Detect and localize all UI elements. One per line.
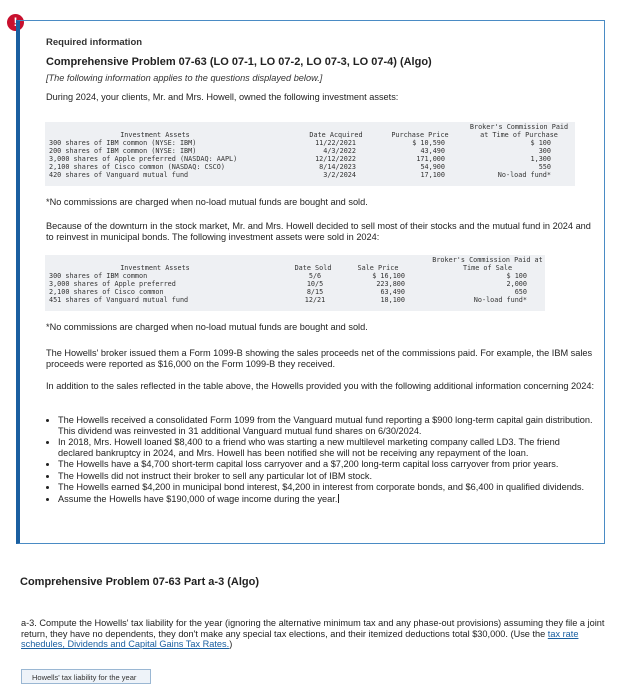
list-item: • The Howells earned $4,200 in municipal bond interest, $4,200 in interest from corporate bonds, and $6,400 in qualified dividends. xyxy=(58,482,594,493)
table-cell: 18,100 xyxy=(380,296,405,304)
t1-header-price: Purchase Price xyxy=(391,131,449,139)
table-cell: $ 10,590 xyxy=(412,139,445,147)
t2-header-asset: Investment Assets xyxy=(120,264,190,272)
table-cell: 451 shares of Vanguard mutual fund xyxy=(49,296,189,304)
form-1099-text: The Howells' broker issued them a Form 1099-B showing the sales proceeds net of the commissions paid. For example, the IBM sales proceeds were reported as $16,000 on the Form 1099-B they received. xyxy=(46,348,593,369)
table-cell: 17,100 xyxy=(420,171,445,179)
question-text xyxy=(21,618,606,650)
table-cell: 2,100 shares of Cisco common (NASDAQ: CSCO) xyxy=(49,163,225,171)
table-cell: 8/15 xyxy=(306,288,324,296)
table-cell: $ 100 xyxy=(506,272,527,280)
footnote-2: *No commissions are charged when no-load mutual funds are bought and sold. xyxy=(46,322,368,332)
table-cell: 3,000 shares of Apple preferred xyxy=(49,280,176,288)
footnote-1: *No commissions are charged when no-load mutual funds are bought and sold. xyxy=(46,197,368,207)
tax-rate-schedules-link[interactable]: tax rate schedules, Dividends and Capital Gains Tax Rates. xyxy=(21,628,579,649)
t2-header-price: Sale Price xyxy=(357,264,399,272)
table-cell: 12/21 xyxy=(304,296,326,304)
table-cell: 300 xyxy=(538,147,551,155)
additional-info-list xyxy=(46,415,594,505)
table-cell: 2,100 shares of Cisco common xyxy=(49,288,164,296)
information-card xyxy=(16,20,605,544)
table-cell: 650 xyxy=(514,288,527,296)
additional-info-text: In addition to the sales reflected in the table above, the Howells provided you with the following additional information concerning 2024: xyxy=(46,381,595,391)
acquired-assets-table xyxy=(45,122,575,186)
alert-icon: ! xyxy=(7,14,24,31)
table-cell: 200 shares of IBM common (NYSE: IBM) xyxy=(49,147,197,155)
t2-header-commission-2: Time of Sale xyxy=(462,264,513,272)
tax-liability-label: Howells' tax liability for the year xyxy=(21,669,151,684)
list-item-text: Assume the Howells have $190,000 of wage income during the year. xyxy=(58,493,338,504)
table-cell: 420 shares of Vanguard mutual fund xyxy=(49,171,189,179)
table-cell: No-load fund* xyxy=(497,171,551,179)
downturn-text: Because of the downturn in the stock market, Mr. and Mrs. Howell decided to sell most of their stocks and the mutual fund in 2024 and to reinvest in municipal bonds. The following investment assets were sold in 2024: xyxy=(46,221,591,242)
table-cell: 550 xyxy=(538,163,551,171)
required-information-label: Required information xyxy=(46,37,143,48)
t2-header-commission-1: Broker's Commission Paid at xyxy=(432,256,543,264)
applies-note: [The following information applies to the questions displayed below.] xyxy=(46,73,323,83)
t1-header-commission-1: Broker's Commission Paid xyxy=(469,123,569,131)
table-cell: $ 100 xyxy=(530,139,551,147)
list-item: • The Howells received a consolidated Form 1099 from the Vanguard mutual fund reporting a $900 long-term capital gain distribution. This dividend was reinvested in 31 additional Vanguard mutual fund shares on 6/30/2024. xyxy=(58,415,594,436)
t1-header-date: Date Acquired xyxy=(309,131,363,139)
table-cell: No-load fund* xyxy=(473,296,527,304)
table-cell: 8/14/2023 xyxy=(319,163,356,171)
table-cell: 11/22/2021 xyxy=(315,139,356,147)
question-end: ) xyxy=(229,639,233,649)
table-cell: 43,490 xyxy=(420,147,445,155)
table-cell: 3/2/2024 xyxy=(323,171,356,179)
problem-title: Comprehensive Problem 07-63 (LO 07-1, LO 07-2, LO 07-3, LO 07-4) (Algo) xyxy=(46,56,432,68)
table-cell: 300 shares of IBM common xyxy=(49,272,148,280)
t1-header-asset: Investment Assets xyxy=(120,131,190,139)
table-cell: 63,490 xyxy=(380,288,405,296)
list-item: • In 2018, Mrs. Howell loaned $8,400 to a friend who was starting a new multilevel marketing company called LD3. The friend declared bankruptcy in 2024, and Mrs. Howell has been notified she will not be receiving any repayment of the loan. xyxy=(58,437,594,458)
part-title: Comprehensive Problem 07-63 Part a-3 (Algo) xyxy=(20,576,260,588)
table-cell: 1,300 xyxy=(530,155,551,163)
list-item: • The Howells did not instruct their broker to sell any particular lot of IBM stock. xyxy=(58,471,594,482)
t2-header-date: Date Sold xyxy=(294,264,332,272)
table-cell: 223,800 xyxy=(376,280,405,288)
table-cell: 54,900 xyxy=(420,163,445,171)
list-item: • The Howells have a $4,700 short-term capital loss carryover and a $7,200 long-term capital loss carryover from prior years. xyxy=(58,459,594,470)
table-cell: 5/6 xyxy=(308,272,322,280)
sold-assets-table xyxy=(45,255,545,311)
table-cell: 12/12/2022 xyxy=(315,155,356,163)
table-cell: 171,000 xyxy=(416,155,445,163)
intro-text: During 2024, your clients, Mr. and Mrs. Howell, owned the following investment assets: xyxy=(46,92,399,102)
text-cursor xyxy=(338,494,339,503)
table-cell: $ 16,100 xyxy=(372,272,405,280)
table-cell: 3,000 shares of Apple preferred (NASDAQ: AAPL) xyxy=(49,155,238,163)
table-cell: 300 shares of IBM common (NYSE: IBM) xyxy=(49,139,197,147)
list-item-last xyxy=(58,494,594,505)
table-cell: 2,000 xyxy=(506,280,527,288)
table-cell: 4/3/2022 xyxy=(323,147,356,155)
t1-header-commission-2: at Time of Purchase xyxy=(480,131,558,139)
question-body: a-3. Compute the Howells' tax liability for the year (ignoring the alternative minimum tax and any phase-out provisions) assuming they file a joint return, they have no dependents, they don't make any special tax elections, and their itemized deductions total $30,000. (Use the xyxy=(21,618,605,639)
table-cell: 10/5 xyxy=(306,280,324,288)
